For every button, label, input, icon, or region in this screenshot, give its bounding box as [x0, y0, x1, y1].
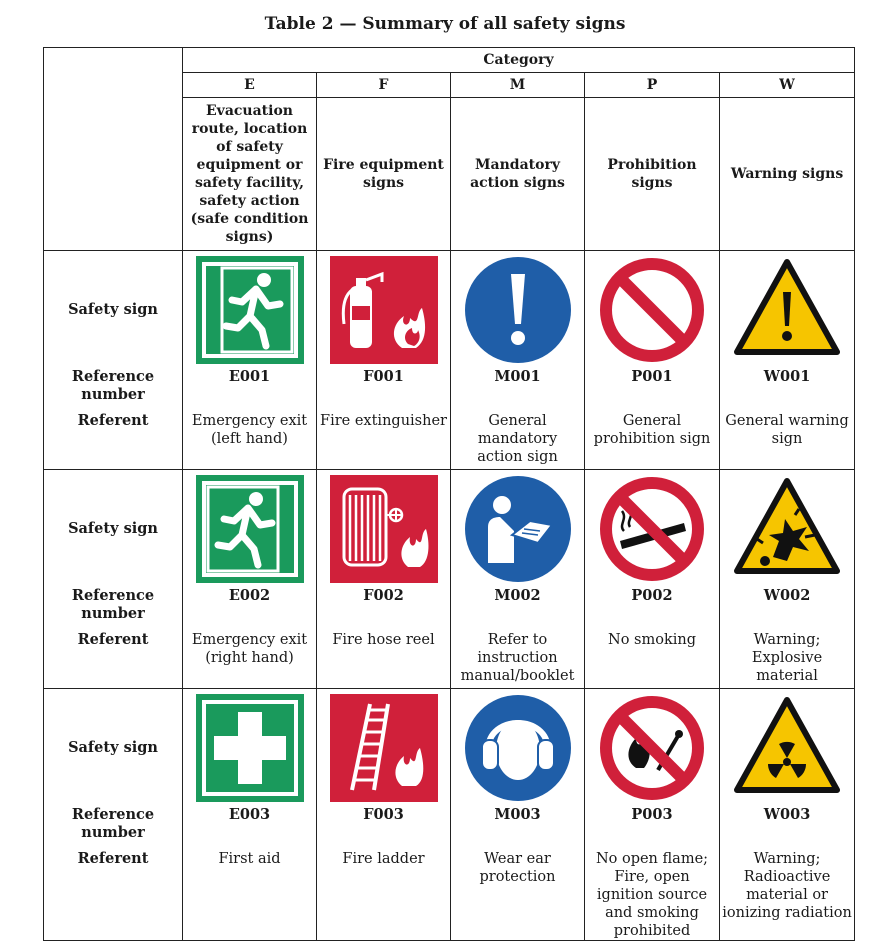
referent-text: Refer to instruction manual/booklet: [460, 632, 575, 684]
sign-cell: [183, 251, 317, 470]
table-row: [44, 689, 855, 941]
referent-text: No open flame; Fire, open ignition source and smoking prohibited: [595, 851, 709, 939]
emergency-exit-right-icon: [196, 475, 304, 583]
column-letter-e: E: [183, 73, 317, 98]
fire-hose-reel-icon: [330, 475, 438, 583]
row-labels: [44, 689, 183, 941]
reference-number: F002: [363, 587, 404, 604]
read-manual-icon: [464, 475, 572, 583]
corner-cell: [44, 48, 183, 251]
label-reference-number: Reference number: [71, 587, 155, 622]
ear-protection-icon: [464, 694, 572, 802]
sign-cell: [585, 689, 720, 941]
row-labels: [44, 251, 183, 470]
sign-cell: [451, 470, 585, 689]
reference-number: P003: [631, 806, 673, 823]
prohibition-icon: [598, 256, 706, 364]
referent-text: First aid: [218, 851, 281, 867]
safety-signs-table: [43, 47, 855, 941]
sign-cell: [317, 689, 451, 941]
no-open-flame-icon: [598, 694, 706, 802]
table-row: [44, 470, 855, 689]
reference-number: P002: [631, 587, 673, 604]
reference-number: E001: [228, 368, 271, 385]
fire-ladder-icon: [330, 694, 438, 802]
sign-cell: [317, 251, 451, 470]
sign-cell: [451, 689, 585, 941]
sign-cell: [183, 689, 317, 941]
emergency-exit-left-icon: [196, 256, 304, 364]
reference-number: M001: [494, 368, 541, 385]
label-safety-sign: Safety sign: [68, 739, 158, 756]
reference-number: P001: [631, 368, 673, 385]
sign-cell: [317, 470, 451, 689]
reference-number: F003: [363, 806, 404, 823]
referent-text: Fire extinguisher: [320, 413, 447, 429]
referent-text: Fire ladder: [342, 851, 425, 867]
category-header: Category: [183, 48, 855, 73]
column-desc-m: Mandatory action signs: [451, 98, 585, 251]
column-desc-f: Fire equipment signs: [317, 98, 451, 251]
table-row: [44, 251, 855, 470]
sign-cell: [720, 689, 855, 941]
reference-number: W001: [763, 368, 811, 385]
warning-exclamation-icon: [733, 256, 841, 364]
sign-cell: [451, 251, 585, 470]
sign-cell: [720, 251, 855, 470]
mandatory-exclamation-icon: [464, 256, 572, 364]
referent-text: Warning; Explosive material: [751, 632, 823, 684]
explosive-warning-icon: [733, 475, 841, 583]
sign-cell: [183, 470, 317, 689]
label-safety-sign: Safety sign: [68, 520, 158, 537]
column-desc-e: Evacuation route, location of safety equipment or safety facility, safety action (safe condition signs): [183, 98, 317, 251]
column-letter-f: F: [317, 73, 451, 98]
column-letter-m: M: [451, 73, 585, 98]
first-aid-icon: [196, 694, 304, 802]
column-desc-w: Warning signs: [720, 98, 855, 251]
label-referent: Referent: [77, 412, 149, 429]
row-labels: [44, 470, 183, 689]
referent-text: Emergency exit (right hand): [191, 632, 308, 666]
reference-number: E002: [228, 587, 271, 604]
label-referent: Referent: [77, 631, 149, 648]
no-smoking-icon: [598, 475, 706, 583]
fire-extinguisher-icon: [330, 256, 438, 364]
label-safety-sign: Safety sign: [68, 301, 158, 318]
reference-number: W003: [763, 806, 811, 823]
referent-text: General prohibition sign: [593, 413, 711, 447]
referent-text: Emergency exit (left hand): [191, 413, 308, 447]
reference-number: E003: [228, 806, 271, 823]
sign-cell: [585, 251, 720, 470]
column-letter-w: W: [720, 73, 855, 98]
reference-number: M002: [494, 587, 541, 604]
radiation-warning-icon: [733, 694, 841, 802]
label-referent: Referent: [77, 850, 149, 867]
reference-number: M003: [494, 806, 541, 823]
column-letter-p: P: [585, 73, 720, 98]
referent-text: General warning sign: [725, 413, 849, 447]
label-reference-number: Reference number: [71, 368, 155, 403]
referent-text: General mandatory action sign: [477, 413, 558, 465]
label-reference-number: Reference number: [71, 806, 155, 841]
table-title: Table 2 — Summary of all safety signs: [264, 14, 626, 34]
referent-text: No smoking: [608, 632, 696, 648]
referent-text: Warning; Radioactive material or ionizing radiation: [722, 851, 852, 921]
reference-number: W002: [763, 587, 811, 604]
referent-text: Wear ear protection: [479, 851, 556, 885]
referent-text: Fire hose reel: [332, 632, 435, 648]
sign-cell: [585, 470, 720, 689]
column-desc-p: Prohibition signs: [585, 98, 720, 251]
reference-number: F001: [363, 368, 404, 385]
sign-cell: [720, 470, 855, 689]
